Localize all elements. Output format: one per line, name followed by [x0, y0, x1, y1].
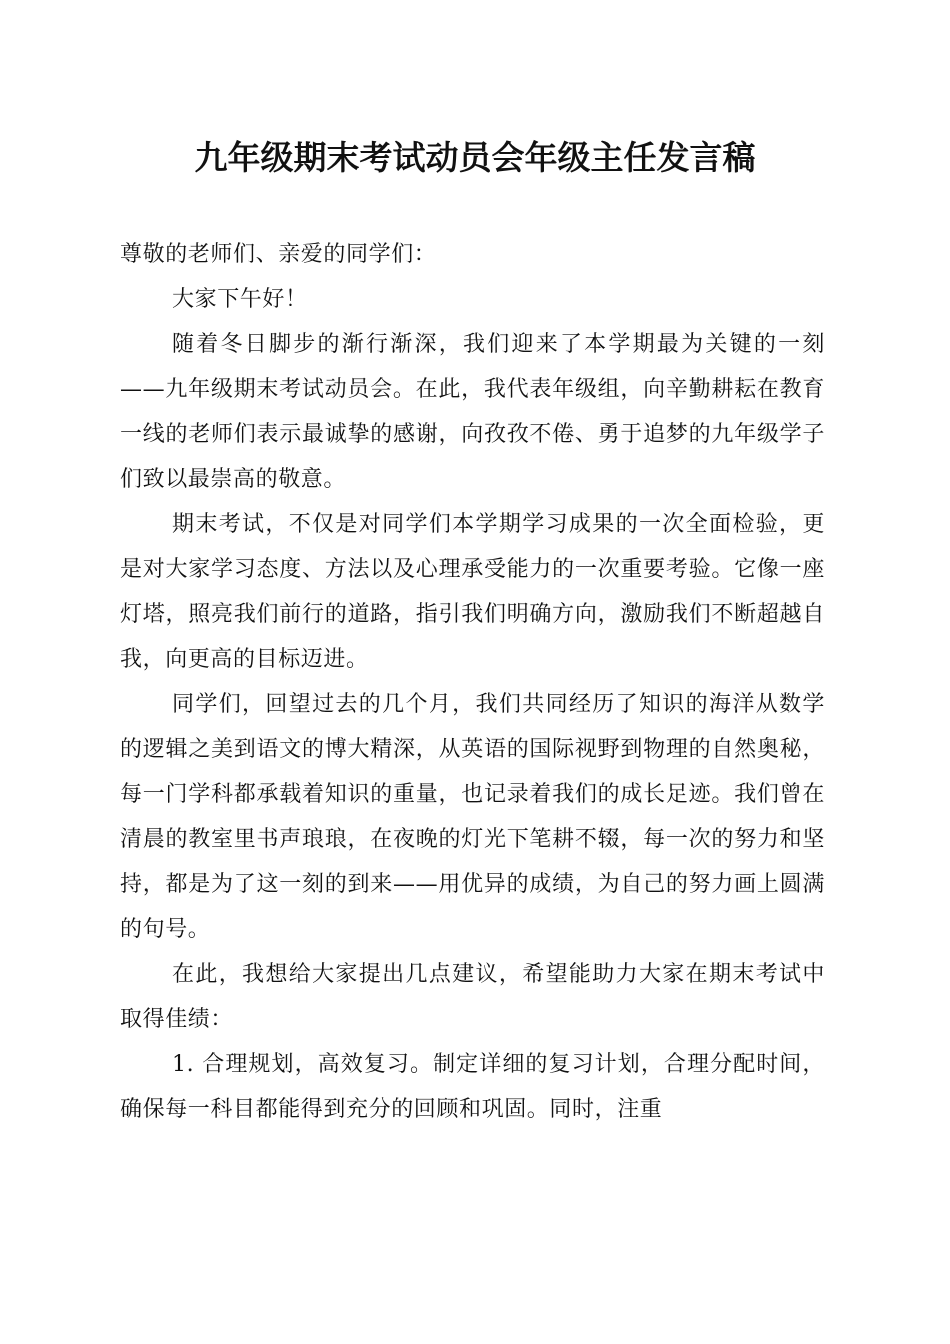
- paragraph-suggestions-intro: 在此，我想给大家提出几点建议，希望能助力大家在期末考试中取得佳绩：: [120, 962, 825, 1032]
- document-body: [120, 232, 825, 1132]
- paragraph-suggestion-1: 1. 合理规划，高效复习。制定详细的复习计划，合理分配时间，确保每一科目都能得到充分的回顾和巩固。同时，注重: [120, 1052, 825, 1122]
- paragraph-exam-meaning: 期末考试，不仅是对同学们本学期学习成果的一次全面检验，更是对大家学习态度、方法以及心理承受能力的一次重要考验。它像一座灯塔，照亮我们前行的道路，指引我们明确方向，激励我们不断超越自我，向更高的目标迈进。: [120, 512, 825, 672]
- salutation: 尊敬的老师们、亲爱的同学们：: [120, 242, 437, 267]
- paragraph-greeting: 大家下午好！: [172, 287, 308, 312]
- document-title: 九年级期末考试动员会年级主任发言稿: [194, 138, 756, 177]
- paragraph-review: 同学们，回望过去的几个月，我们共同经历了知识的海洋从数学的逻辑之美到语文的博大精深，从英语的国际视野到物理的自然奥秘，每一门学科都承载着知识的重量，也记录着我们的成长足迹。我们曾在清晨的教室里书声琅琅，在夜晚的灯光下笔耕不辍，每一次的努力和坚持，都是为了这一刻的到来——用优异的成绩，为自己的努力画上圆满的句号。: [120, 692, 825, 942]
- paragraph-opening: 随着冬日脚步的渐行渐深，我们迎来了本学期最为关键的一刻——九年级期末考试动员会。在此，我代表年级组，向辛勤耕耘在教育一线的老师们表示最诚挚的感谢，向孜孜不倦、勇于追梦的九年级学子们致以最崇高的敬意。: [120, 332, 825, 492]
